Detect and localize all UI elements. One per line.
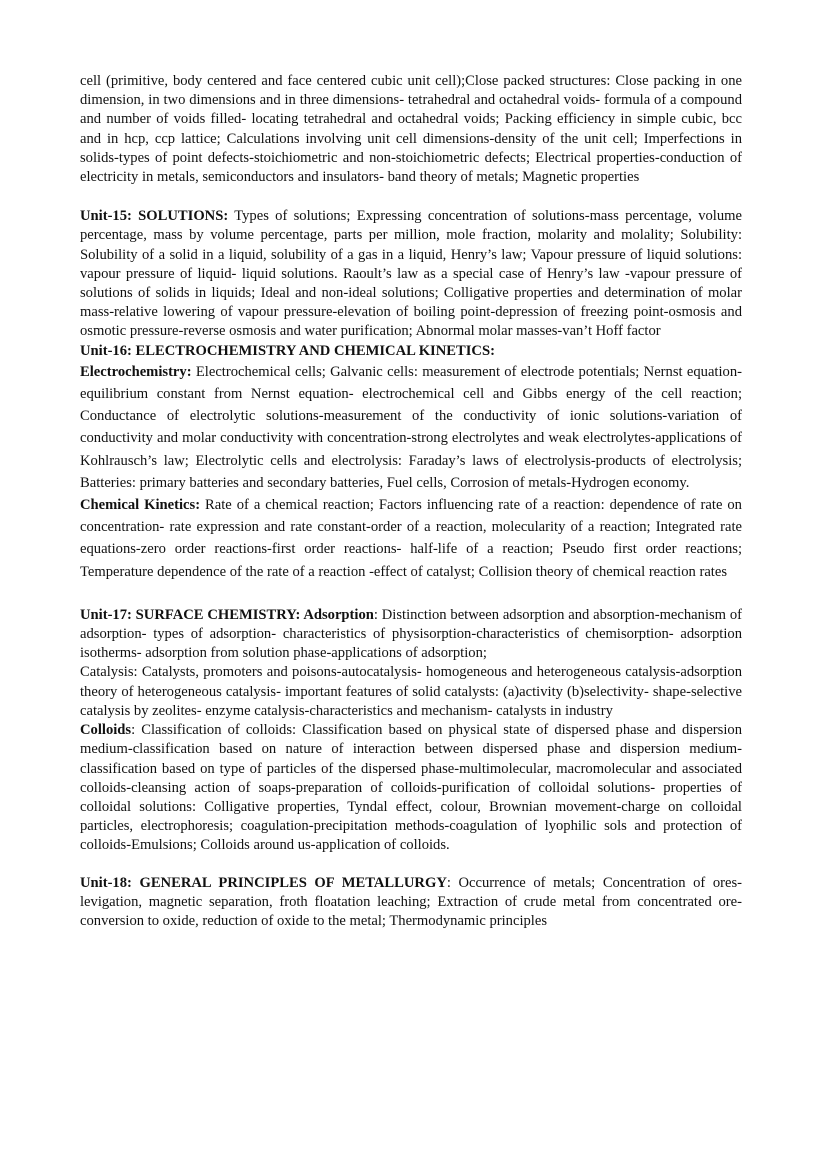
chemical-kinetics-text: Rate of a chemical reaction; Factors influencing rate of a reaction: dependence of rate on concentration- rate expression and rate constant-order of a reaction, molecularity of a reaction; Integrated rate equations-zero order reactions-first order reactions- half-life of a reaction; Pseudo first order reactions; Temperature dependence of the rate of a reaction -effect of catalyst; Collision theory of chemical reaction rates: [80, 497, 742, 580]
electrochemistry-text: Electrochemical cells; Galvanic cells: measurement of electrode potentials; Nernst equation- equilibrium constant from Nernst equation- electrochemical cell and Gibbs energy of the cell reaction; Conductance of electrolytic solutions-measurement of the conductivity of ionic solutions-variation of conductivity and molar conductivity with concentration-strong electrolytes and weak electrolytes-applications of Kohlrausch’s law; Electrolytic cells and electrolysis: Faraday’s laws of electrolysis-products of electrolysis; Batteries: primary batteries and secondary batteries, Fuel cells, Corrosion of metals-Hydrogen economy.: [80, 363, 742, 491]
unit18-text: : Occurrence of metals; Concentration of ores- levigation, magnetic separation, froth floatation leaching; Extraction of crude metal from concentrated ore-conversion to oxide, reduction of oxide to the metal; Thermodynamic principles: [80, 874, 742, 929]
unit15-heading: Unit-15: SOLUTIONS:: [80, 208, 229, 225]
unit16-heading-paragraph: [80, 342, 742, 361]
colloids-label: Colloids: [80, 722, 132, 739]
adsorption-text: : Distinction between adsorption and absorption-mechanism of adsorption- types of adsorption- characteristics of physisorption-characteristics of chemisorption- adsorption isotherms- adsorption from solution phase-applications of adsorption;: [80, 606, 742, 662]
unit15-text: Types of solutions; Expressing concentration of solutions-mass percentage, volume percentage, mass by volume percentage, parts per million, mole fraction, molarity and molality; Solubility: Solubility of a solid in a liquid, solubility of a gas in a liquid, Henry’s law; Vapour pressure of liquid solutions: vapour pressure of liquid- liquid solutions. Raoult’s law as a special case of Henry’s law -vapour pressure of solutions of solids in liquids; Ideal and non-ideal solutions; Colligative properties and determination of molar mass-relative lowering of vapour pressure-elevation of boiling point-depression of freezing point-osmosis and osmotic pressure-reverse osmosis and water purification; Abnormal molar masses-van’t Hoff factor: [80, 208, 742, 340]
colloids-paragraph: [80, 721, 742, 855]
unit15-paragraph: [80, 207, 742, 341]
chemical-kinetics-paragraph: [80, 494, 742, 583]
electrochemistry-paragraph: [80, 361, 742, 494]
colloids-text: : Classification of colloids: Classification based on physical state of dispersed phase and dispersion medium-classification based on nature of interaction between dispersed phase and dispersion medium- classification based on type of particles of the dispersed phase-multimolecular, macromolecular and associated colloids-cleansing action of soaps-preparation of colloids-purification of colloidal solutions- properties of colloidal solutions: Colligative properties, Tyndal effect, colour, Brownian movement-charge on colloidal particles, electrophoresis; coagulation-precipitation methods-coagulation of lyophilic sols and protection of colloids-Emulsions; Colloids around us-application of colloids.: [80, 722, 742, 854]
catalysis-paragraph: [80, 663, 742, 721]
unit17-adsorption-paragraph: [80, 606, 742, 664]
unit17-heading: Unit-17: SURFACE CHEMISTRY: Adsorption: [80, 606, 374, 623]
unit18-heading: Unit-18: GENERAL PRINCIPLES OF METALLURGY: [80, 874, 447, 891]
chemical-kinetics-label: Chemical Kinetics:: [80, 497, 201, 514]
unit18-paragraph: [80, 874, 742, 932]
intro-text: cell (primitive, body centered and face centered cubic unit cell);Close packed structures: Close packing in one dimension, in two dimensions and in three dimensions- tetrahedral and octahedral voids- formula of a compound and number of voids filled- locating tetrahedral and octahedral voids; Packing efficiency in simple cubic, bcc and in hcp, ccp lattice; Calculations involving unit cell dimensions-density of the unit cell; Imperfections in solids-types of point defects-stoichiometric and non-stoichiometric defects; Electrical properties-conduction of electricity in metals, semiconductors and insulators- band theory of metals; Magnetic properties: [80, 73, 742, 186]
syllabus-page: [80, 72, 742, 931]
intro-paragraph: [80, 72, 742, 187]
electrochemistry-label: Electrochemistry:: [80, 363, 192, 380]
catalysis-text: Catalysis: Catalysts, promoters and poisons-autocatalysis- homogeneous and heterogeneous catalysis-adsorption theory of heterogeneous catalysis- important features of solid catalysts: (a)activity (b)selectivity- shape-selective catalysis by zeolites- enzyme catalysis-characteristics and mechanism- catalysts in industry: [80, 664, 742, 719]
unit16-heading: Unit-16: ELECTROCHEMISTRY AND CHEMICAL KINETICS:: [80, 342, 495, 359]
